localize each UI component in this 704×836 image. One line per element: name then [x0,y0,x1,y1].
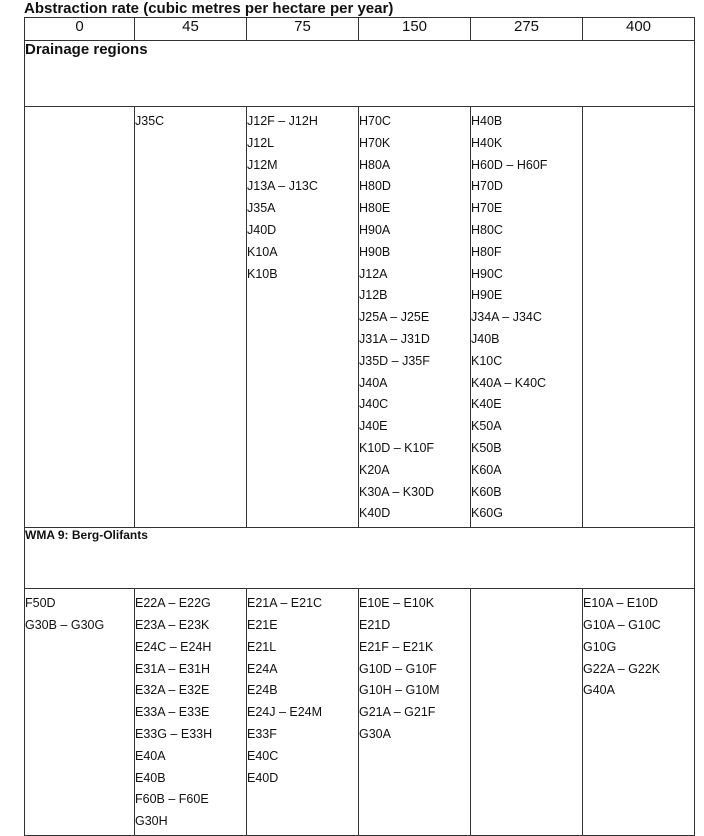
region-code: J12L [247,135,275,150]
region-code: E24C – E24H [135,639,212,654]
region-code: J35D – J35F [359,353,430,368]
region-cell [135,107,247,528]
region-code: H70C [359,114,391,128]
region-code: E24B [247,683,278,698]
region-code: E23A – E23K [135,617,210,632]
region-code: E24A [247,661,278,676]
region-code: G10D – G10F [359,661,437,676]
region-code: K20A [359,462,390,477]
region-cell [25,107,135,528]
region-code: J31A – J31D [359,331,430,346]
abstraction-rate-table [24,17,695,836]
region-code: J40C [359,397,389,412]
region-cell [247,589,359,836]
region-code: K40D [359,506,391,521]
table-row [25,107,695,528]
region-code: K50B [471,440,502,455]
region-code: J40E [359,419,388,434]
region-cell [359,589,471,836]
rate-header-0: 0 [25,18,135,41]
region-code: G21A – G21F [359,705,436,720]
region-code: H70D [471,179,503,194]
region-code: H80D [359,179,391,194]
region-code: E40A [135,748,166,763]
region-code: J35A [247,201,276,216]
region-code: H70K [359,135,391,150]
region-code: E10E – E10K [359,596,435,611]
region-code: H80E [359,201,391,216]
region-code: E22A – E22G [135,596,211,611]
region-code: J25A – J25E [359,310,430,325]
region-cell [25,589,135,836]
region-code: E21L [247,639,277,654]
table-row [25,589,695,836]
region-code: J40D [247,222,277,237]
region-code: K10A [247,244,278,259]
region-code: G30H [135,814,168,829]
region-code: K10D – K10F [359,440,435,455]
region-code: H90E [471,288,503,303]
region-code: J34A – J34C [471,310,542,325]
region-cell [247,107,359,528]
region-code: J35C [135,114,165,128]
rate-header-45: 45 [135,18,247,41]
region-code: E31A – E31H [135,661,211,676]
region-code: H40B [471,114,503,128]
table-title: Abstraction rate (cubic metres per hectare per year) [24,0,394,17]
region-code: K10B [247,266,278,281]
region-code: H90A [359,222,391,237]
region-code: E40C [247,748,279,763]
region-code: F50D [25,596,56,611]
region-code: E21A – E21C [247,596,323,611]
region-code: K60A [471,462,502,477]
region-code: J12F – J12H [247,114,318,128]
region-code: E40D [247,770,279,785]
rate-header-400: 400 [583,18,695,41]
region-code: G30B – G30G [25,617,105,632]
region-cell [471,107,583,528]
region-code: G10H – G10M [359,683,440,698]
region-code: G10G [583,639,617,654]
section-heading-wma9: WMA 9: Berg-Olifants [25,528,695,589]
region-cell [359,107,471,528]
region-code: J40A [359,375,388,390]
region-code: G30A [359,726,391,741]
section-header-row [25,528,695,589]
region-code: H70E [471,201,503,216]
region-code: K40A – K40C [471,375,547,390]
region-code: H60D – H60F [471,157,548,172]
region-code: H40K [471,135,503,150]
region-code: E21D [359,617,391,632]
region-code: G40A [583,683,615,698]
rate-header-150: 150 [359,18,471,41]
region-cell [135,589,247,836]
region-code: G10A – G10C [583,617,661,632]
region-code: H90B [359,244,391,259]
region-code: E21E [247,617,278,632]
region-code: K30A – K30D [359,484,435,499]
region-code: E32A – E32E [135,683,210,698]
region-code: J40B [471,331,500,346]
region-code: E33A – E33E [135,705,210,720]
region-cell [583,107,695,528]
region-code: K40E [471,397,502,412]
region-code: J12M [247,157,278,172]
region-cell [471,589,583,836]
region-code: H80A [359,157,391,172]
region-code: E21F – E21K [359,639,434,654]
region-code: E33G – E33H [135,726,213,741]
region-code: K60G [471,506,503,521]
rate-header-275: 275 [471,18,583,41]
region-code: J12A [359,266,388,281]
section-heading-drainage-regions: Drainage regions [25,41,695,107]
region-code: K10C [471,353,503,368]
region-code: F60B – F60E [135,792,209,807]
section-header-row [25,41,695,107]
region-code: E40B [135,770,166,785]
region-code: J13A – J13C [247,179,318,194]
region-code: K60B [471,484,502,499]
rate-header-75: 75 [247,18,359,41]
region-code: J12B [359,288,388,303]
rate-header-row [25,18,695,41]
region-code: H80C [471,222,503,237]
region-code: E10A – E10D [583,596,659,611]
region-cell [583,589,695,836]
region-code: G22A – G22K [583,661,661,676]
region-code: E33F [247,726,277,741]
region-code: H80F [471,244,502,259]
region-code: H90C [471,266,503,281]
region-code: E24J – E24M [247,705,323,720]
region-code: K50A [471,419,502,434]
